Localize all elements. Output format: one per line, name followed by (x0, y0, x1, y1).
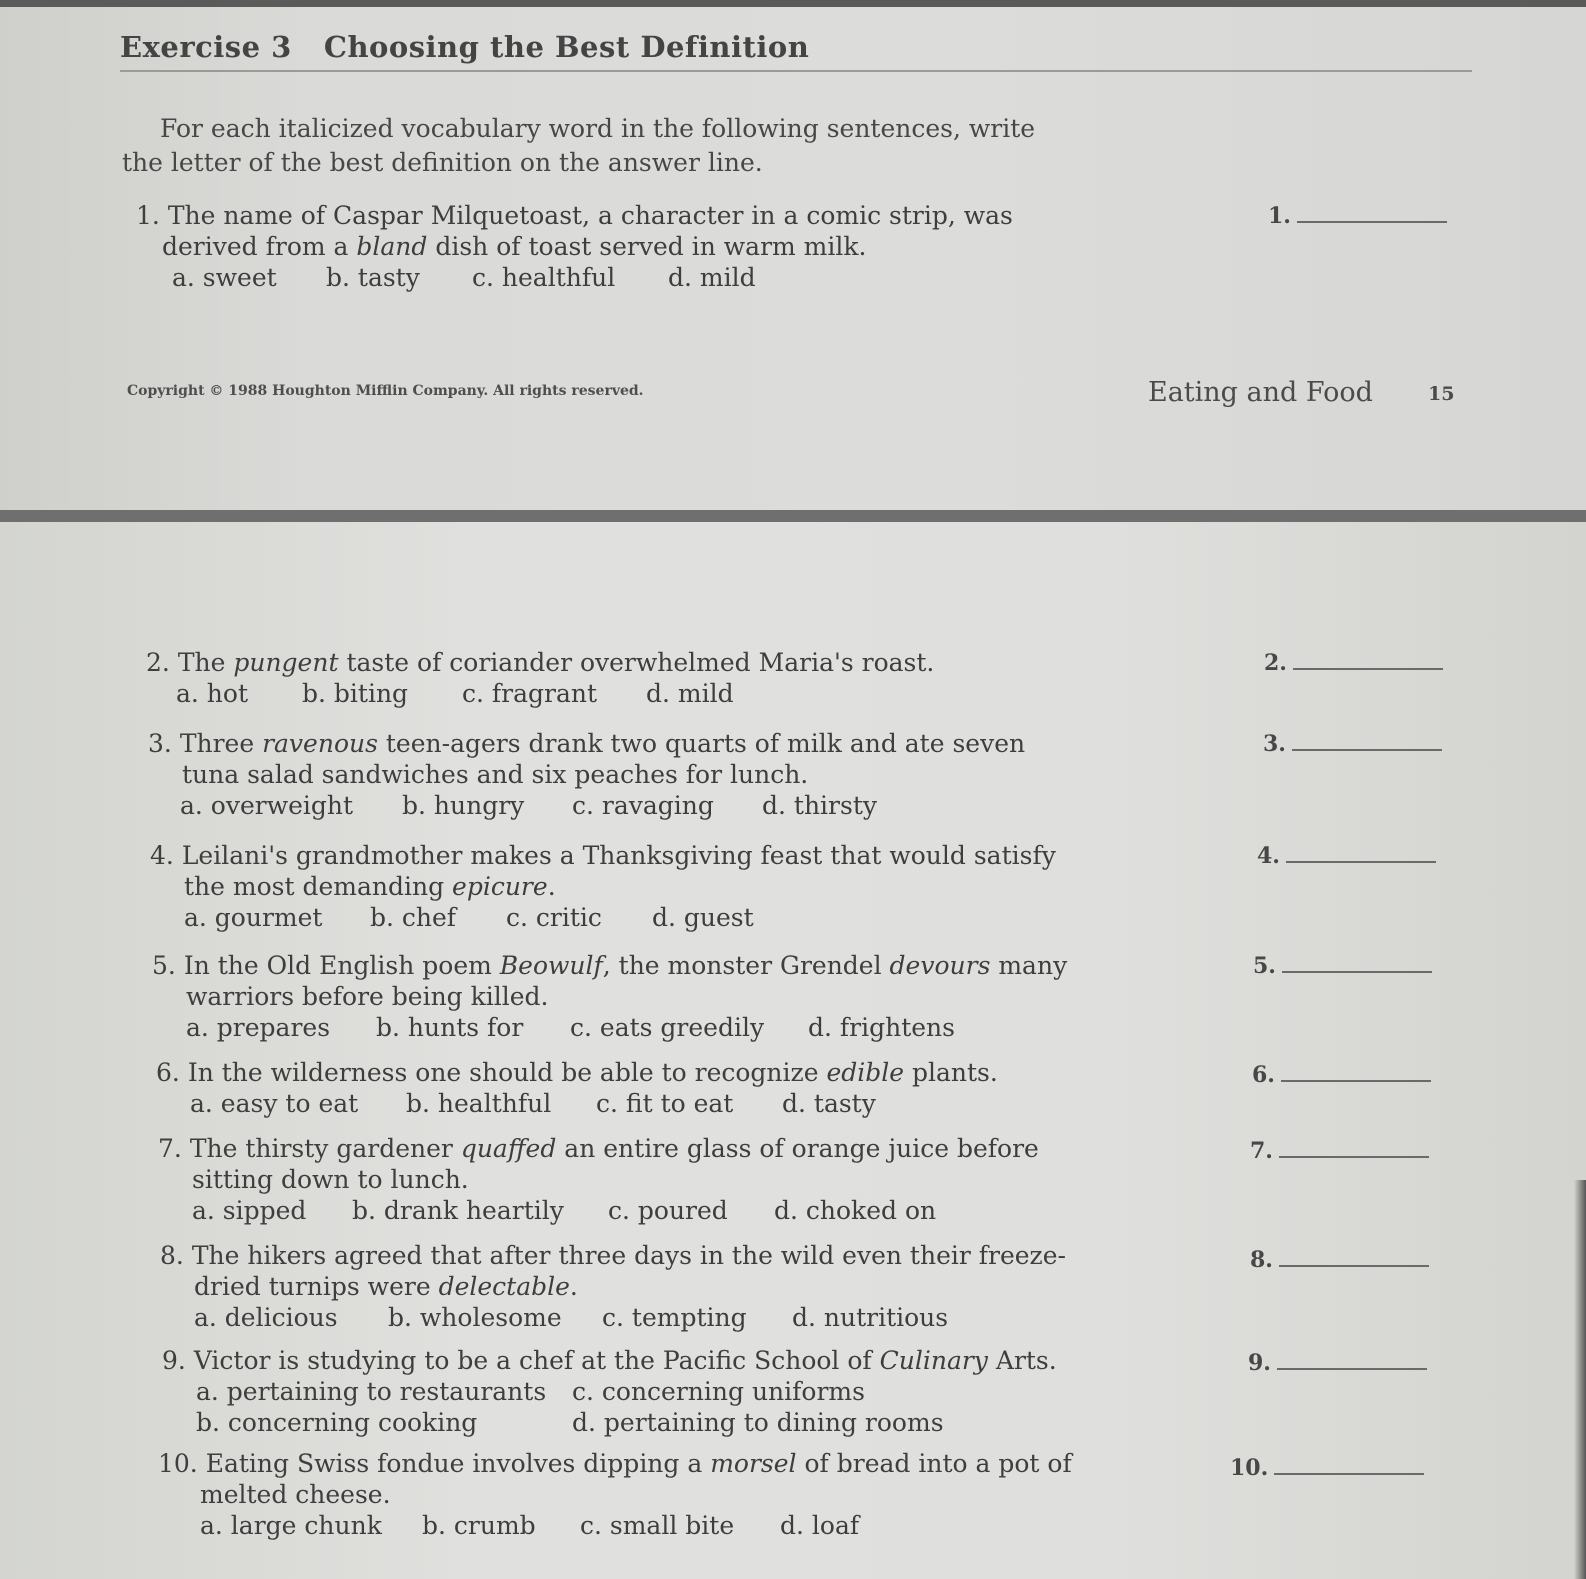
choice-b: b. chef (370, 903, 457, 932)
vocabulary-word: delectable (438, 1272, 570, 1301)
answer-line-8[interactable] (1250, 1247, 1429, 1273)
choice-d: d. mild (646, 679, 734, 708)
question-text: Arts. (987, 1346, 1057, 1375)
choice-c: c. critic (506, 903, 602, 932)
vocabulary-word: edible (826, 1058, 905, 1087)
choice-a: a. hot (176, 679, 248, 708)
question-text: warriors before being killed. (186, 982, 549, 1011)
answer-label: 9. (1248, 1350, 1271, 1376)
question-number: 1. (136, 201, 160, 230)
exercise-heading: Choosing the Best Definition (323, 30, 810, 64)
question-number: 8. (160, 1241, 184, 1270)
question-number: 9. (162, 1346, 186, 1375)
choice-d: d. nutritious (792, 1303, 949, 1332)
vocabulary-word: ravenous (262, 729, 378, 758)
answer-label: 7. (1250, 1138, 1273, 1164)
exercise-header (120, 30, 1472, 64)
choice-b: b. crumb (422, 1511, 536, 1540)
question-text: , the monster Grendel (602, 951, 890, 980)
answer-line-10[interactable] (1230, 1455, 1424, 1481)
choice-b: b. tasty (326, 263, 420, 292)
title-rule (120, 70, 1472, 72)
question-text: Eating Swiss fondue involves dipping a (205, 1449, 711, 1478)
question-text: The thirsty gardener (189, 1134, 461, 1163)
question-4 (150, 840, 1056, 933)
instructions: For each italicized vocabulary word in the following sentences, write the letter of the best definition on the answer line. (122, 114, 1036, 177)
question-text: The name of Caspar Milquetoast, a character in a comic strip, was (167, 201, 1013, 230)
answer-label: 8. (1250, 1247, 1273, 1273)
vocabulary-word: bland (356, 232, 428, 261)
top-edge-shadow (0, 0, 1586, 7)
exercise-title (120, 30, 1472, 64)
question-text: . (569, 1272, 578, 1301)
choice-c: c. poured (608, 1196, 728, 1225)
answer-line-9[interactable] (1248, 1350, 1427, 1376)
choice-d: d. frightens (808, 1013, 955, 1042)
question-text: The (177, 648, 234, 677)
question-2 (146, 647, 934, 709)
choice-a: a. large chunk (200, 1511, 382, 1540)
question-text: Victor is studying to be a chef at the Pacific School of (193, 1346, 880, 1375)
question-text: many (990, 951, 1068, 980)
choice-c: c. small bite (580, 1511, 735, 1540)
question-1 (136, 200, 1013, 293)
question-8 (160, 1240, 1066, 1333)
question-number: 3. (148, 729, 172, 758)
book-title: Beowulf (499, 951, 603, 980)
choice-c: c. eats greedily (570, 1013, 765, 1042)
answer-label: 2. (1264, 650, 1287, 676)
question-text: teen-agers drank two quarts of milk and ate seven (377, 729, 1026, 758)
question-text: of bread into a pot of (796, 1449, 1072, 1478)
question-text: Leilani's grandmother makes a Thanksgiving feast that would satisfy (181, 841, 1056, 870)
answer-label: 5. (1253, 953, 1276, 979)
answer-blank[interactable] (1281, 1080, 1431, 1082)
choice-c: c. ravaging (572, 791, 714, 820)
question-text: The hikers agreed that after three days in the wild even their freeze- (191, 1241, 1066, 1270)
answer-label: 3. (1263, 731, 1286, 757)
vocabulary-word: devours (889, 951, 991, 980)
answer-blank[interactable] (1282, 971, 1432, 973)
vocabulary-word: morsel (710, 1449, 797, 1478)
question-text: dried turnips were (194, 1272, 439, 1301)
question-number: 7. (158, 1134, 182, 1163)
choice-b: b. hungry (402, 791, 525, 820)
question-text: melted cheese. (200, 1480, 391, 1509)
question-text: sitting down to lunch. (192, 1165, 469, 1194)
question-number: 2. (146, 648, 170, 677)
choice-c: c. fit to eat (596, 1089, 734, 1118)
answer-line-3[interactable] (1263, 731, 1442, 757)
vocabulary-word: epicure (452, 872, 548, 901)
choice-d: d. choked on (774, 1196, 937, 1225)
choice-b: b. healthful (406, 1089, 552, 1118)
choice-d: d. guest (652, 903, 754, 932)
choice-a: a. gourmet (184, 903, 323, 932)
page-divider-bar (0, 510, 1586, 522)
choice-d: d. thirsty (762, 791, 877, 820)
answer-label: 1. (1268, 203, 1291, 229)
choice-a: a. easy to eat (190, 1089, 359, 1118)
choice-b: b. concerning cooking (196, 1408, 478, 1437)
choice-b: b. hunts for (376, 1013, 524, 1042)
answer-blank[interactable] (1279, 1265, 1429, 1267)
question-text: Three (179, 729, 263, 758)
question-text: . (547, 872, 556, 901)
page-edge-shadow (1574, 1180, 1586, 1579)
question-text: an entire glass of orange juice before (556, 1134, 1039, 1163)
choice-a: a. overweight (180, 791, 354, 820)
answer-blank[interactable] (1297, 221, 1447, 223)
choice-d: d. loaf (780, 1511, 860, 1540)
question-text: the most demanding (184, 872, 453, 901)
question-7 (158, 1133, 1039, 1226)
answer-line-5[interactable] (1253, 953, 1432, 979)
choice-b: b. biting (302, 679, 409, 708)
question-9 (162, 1345, 1057, 1438)
question-number: 10. (158, 1449, 198, 1478)
copyright-notice: Copyright © 1988 Houghton Mifflin Company. All rights reserved. (127, 383, 644, 399)
vocabulary-word: quaffed (460, 1134, 557, 1163)
answer-blank[interactable] (1274, 1473, 1424, 1475)
answer-label: 10. (1230, 1455, 1269, 1481)
choice-c: c. healthful (472, 263, 616, 292)
answer-blank[interactable] (1292, 749, 1442, 751)
question-number: 6. (156, 1058, 180, 1087)
choice-b: b. drank heartily (352, 1196, 564, 1225)
answer-blank[interactable] (1293, 668, 1443, 670)
answer-line-1[interactable] (1268, 203, 1447, 229)
question-number: 4. (150, 841, 174, 870)
answer-label: 4. (1257, 843, 1280, 869)
choice-c: c. concerning uniforms (572, 1377, 865, 1406)
choice-b: b. wholesome (388, 1303, 562, 1332)
answer-blank[interactable] (1286, 861, 1436, 863)
choice-d: d. mild (668, 263, 756, 292)
choice-d: d. tasty (782, 1089, 876, 1118)
choice-c: c. tempting (602, 1303, 747, 1332)
answer-line-7[interactable] (1250, 1138, 1429, 1164)
answer-blank[interactable] (1279, 1156, 1429, 1158)
question-text: taste of coriander overwhelmed Maria's roast. (338, 648, 935, 677)
choice-d: d. pertaining to dining rooms (572, 1408, 944, 1437)
answer-blank[interactable] (1277, 1368, 1427, 1370)
choice-a: a. pertaining to restaurants (196, 1377, 547, 1406)
question-text: dish of toast served in warm milk. (427, 232, 867, 261)
question-10 (158, 1448, 1072, 1541)
question-text: plants. (904, 1058, 998, 1087)
question-text: derived from a (162, 232, 357, 261)
vocabulary-word: pungent (233, 648, 339, 677)
question-3 (148, 728, 1025, 821)
choice-a: a. delicious (194, 1303, 338, 1332)
question-text: tuna salad sandwiches and six peaches for lunch. (182, 760, 809, 789)
question-number: 5. (152, 951, 176, 980)
answer-line-4[interactable] (1257, 843, 1436, 869)
choice-a: a. sweet (172, 263, 277, 292)
section-title: Eating and Food (1148, 377, 1373, 408)
question-text: In the Old English poem (183, 951, 500, 980)
question-6 (156, 1057, 998, 1119)
choice-c: c. fragrant (462, 679, 598, 708)
answer-line-6[interactable] (1252, 1062, 1431, 1088)
answer-label: 6. (1252, 1062, 1275, 1088)
answer-line-2[interactable] (1264, 650, 1443, 676)
choice-a: a. sipped (192, 1196, 307, 1225)
vocabulary-word: Culinary (879, 1346, 988, 1375)
choice-a: a. prepares (186, 1013, 331, 1042)
question-5 (152, 950, 1067, 1043)
question-text: In the wilderness one should be able to recognize (187, 1058, 827, 1087)
exercise-label: Exercise 3 (120, 30, 292, 64)
page-number: 15 (1428, 383, 1455, 405)
